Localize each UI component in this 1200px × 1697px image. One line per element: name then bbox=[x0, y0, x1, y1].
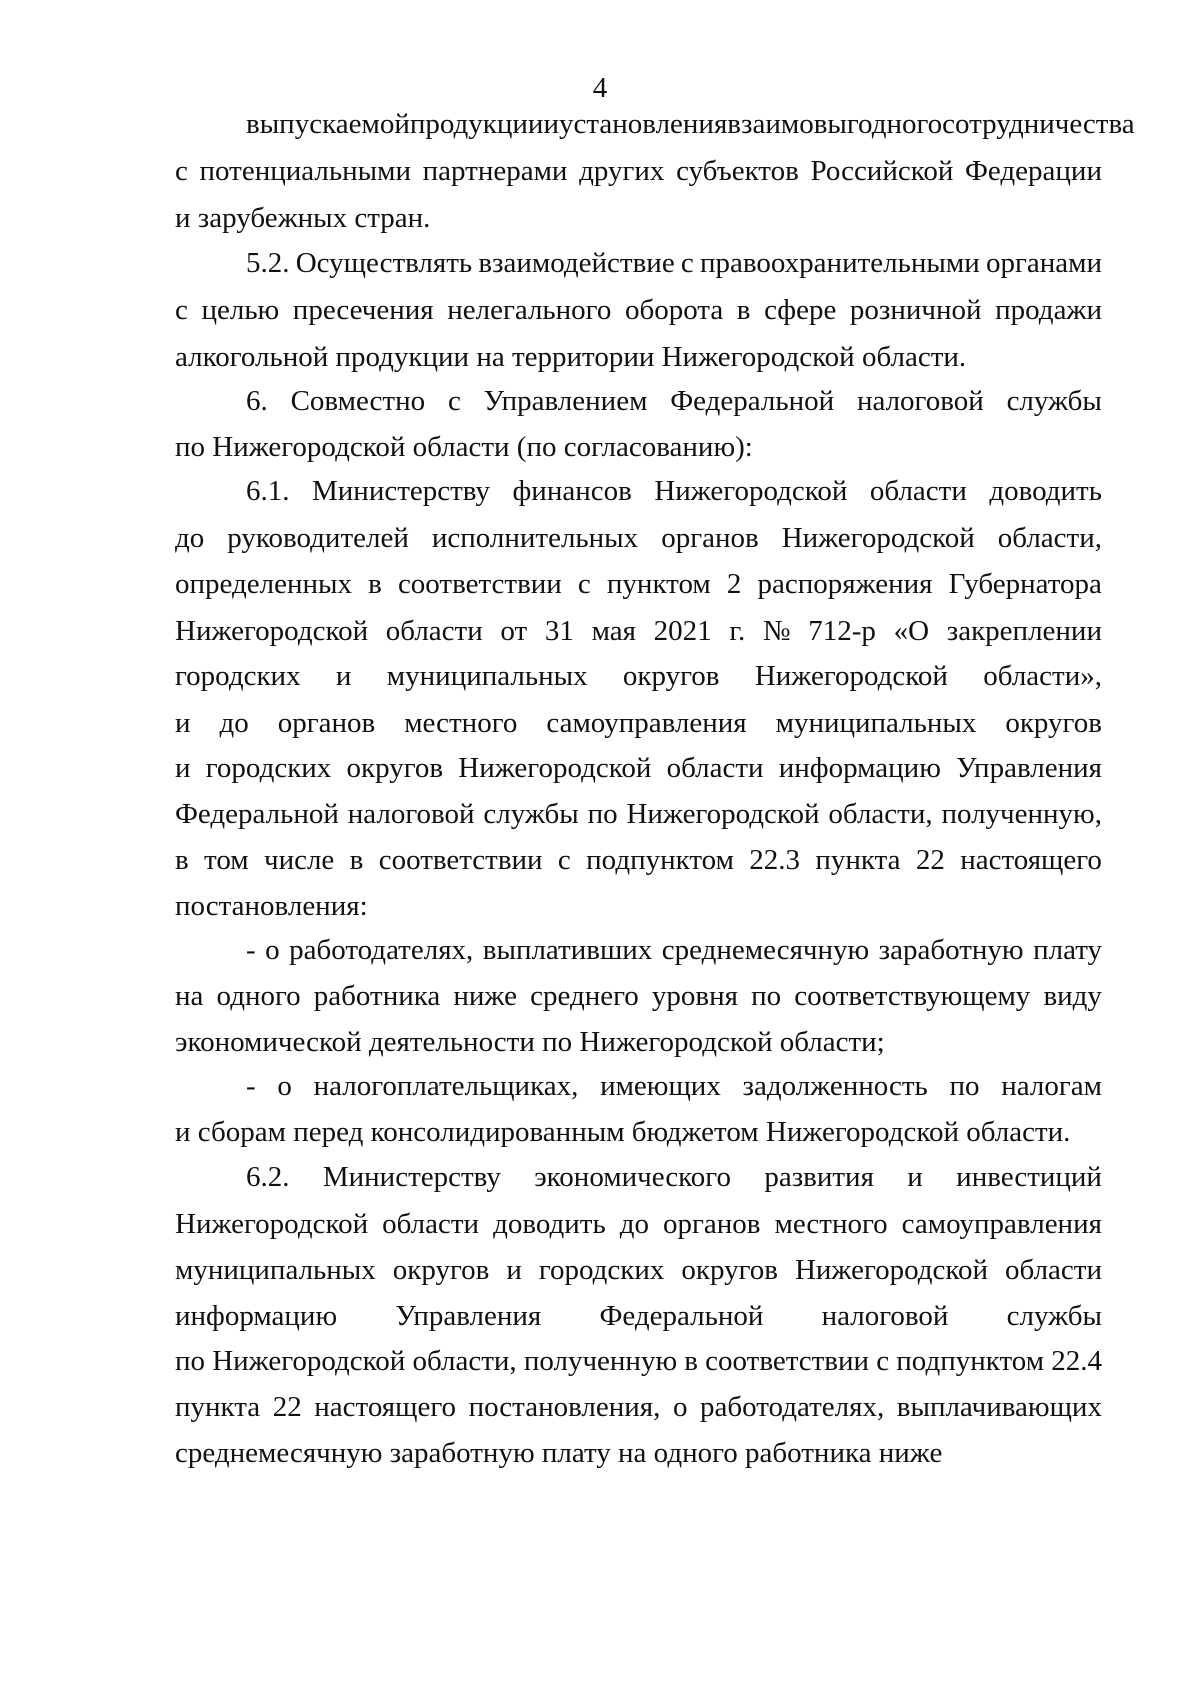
text-line: с целью пресечения нелегального оборота в сфере розничной продажи bbox=[175, 294, 1102, 326]
text-line: с потенциальными партнерами других субъектов Российской Федерации bbox=[175, 155, 1102, 187]
text-line: алкогольной продукции на территории Нижегородской области. bbox=[175, 341, 967, 373]
text-line: - о работодателях, выплативших среднемесячную заработную плату bbox=[246, 934, 1102, 966]
text-line: постановления: bbox=[175, 890, 368, 922]
text-line: по Нижегородской области (по согласованию): bbox=[175, 431, 753, 463]
text-line: 6.1. Министерству финансов Нижегородской области доводить bbox=[246, 475, 1102, 507]
page-number: 4 bbox=[592, 72, 608, 104]
text-line: и зарубежных стран. bbox=[175, 202, 431, 234]
text-line: пункта 22 настоящего постановления, о работодателях, выплачивающих bbox=[175, 1391, 1102, 1423]
text-line: в том числе в соответствии с подпунктом 22.3 пункта 22 настоящего bbox=[175, 844, 1102, 876]
text-line: среднемесячную заработную плату на одного работника ниже bbox=[175, 1437, 943, 1469]
text-line: муниципальных округов и городских округов Нижегородской области bbox=[175, 1254, 1102, 1286]
text-line: определенных в соответствии с пунктом 2 распоряжения Губернатора bbox=[175, 568, 1102, 600]
text-line: на одного работника ниже среднего уровня по соответствующему виду bbox=[175, 980, 1102, 1012]
text-line: и городских округов Нижегородской области информацию Управления bbox=[175, 752, 1102, 784]
text-line: экономической деятельности по Нижегородской области; bbox=[175, 1026, 885, 1058]
text-line: по Нижегородской области, полученную в соответствии с подпунктом 22.4 bbox=[175, 1345, 1102, 1377]
text-line: Нижегородской области от 31 мая 2021 г. № 712-р «О закреплении bbox=[175, 615, 1102, 647]
text-line: и до органов местного самоуправления муниципальных округов bbox=[175, 707, 1102, 739]
text-line: до руководителей исполнительных органов Нижегородской области, bbox=[175, 522, 1102, 554]
text-line: Нижегородской области доводить до органов местного самоуправления bbox=[175, 1208, 1102, 1240]
text-line: выпускаемой продукции и установления взаимовыгодного сотрудничества bbox=[246, 108, 1135, 140]
text-line: - о налогоплательщиках, имеющих задолженность по налогам bbox=[246, 1070, 1102, 1102]
text-line: 6. Совместно с Управлением Федеральной налоговой службы bbox=[246, 385, 1102, 417]
text-line: городских и муниципальных округов Нижегородской области», bbox=[175, 660, 1102, 692]
text-line: и сборам перед консолидированным бюджетом Нижегородской области. bbox=[175, 1116, 1071, 1148]
text-line: 6.2. Министерству экономического развития и инвестиций bbox=[246, 1161, 1102, 1193]
text-line: информацию Управления Федеральной налоговой службы bbox=[175, 1300, 1102, 1332]
text-line: 5.2. Осуществлять взаимодействие с правоохранительными органами bbox=[246, 247, 1102, 279]
text-line: Федеральной налоговой службы по Нижегородской области, полученную, bbox=[175, 798, 1102, 830]
